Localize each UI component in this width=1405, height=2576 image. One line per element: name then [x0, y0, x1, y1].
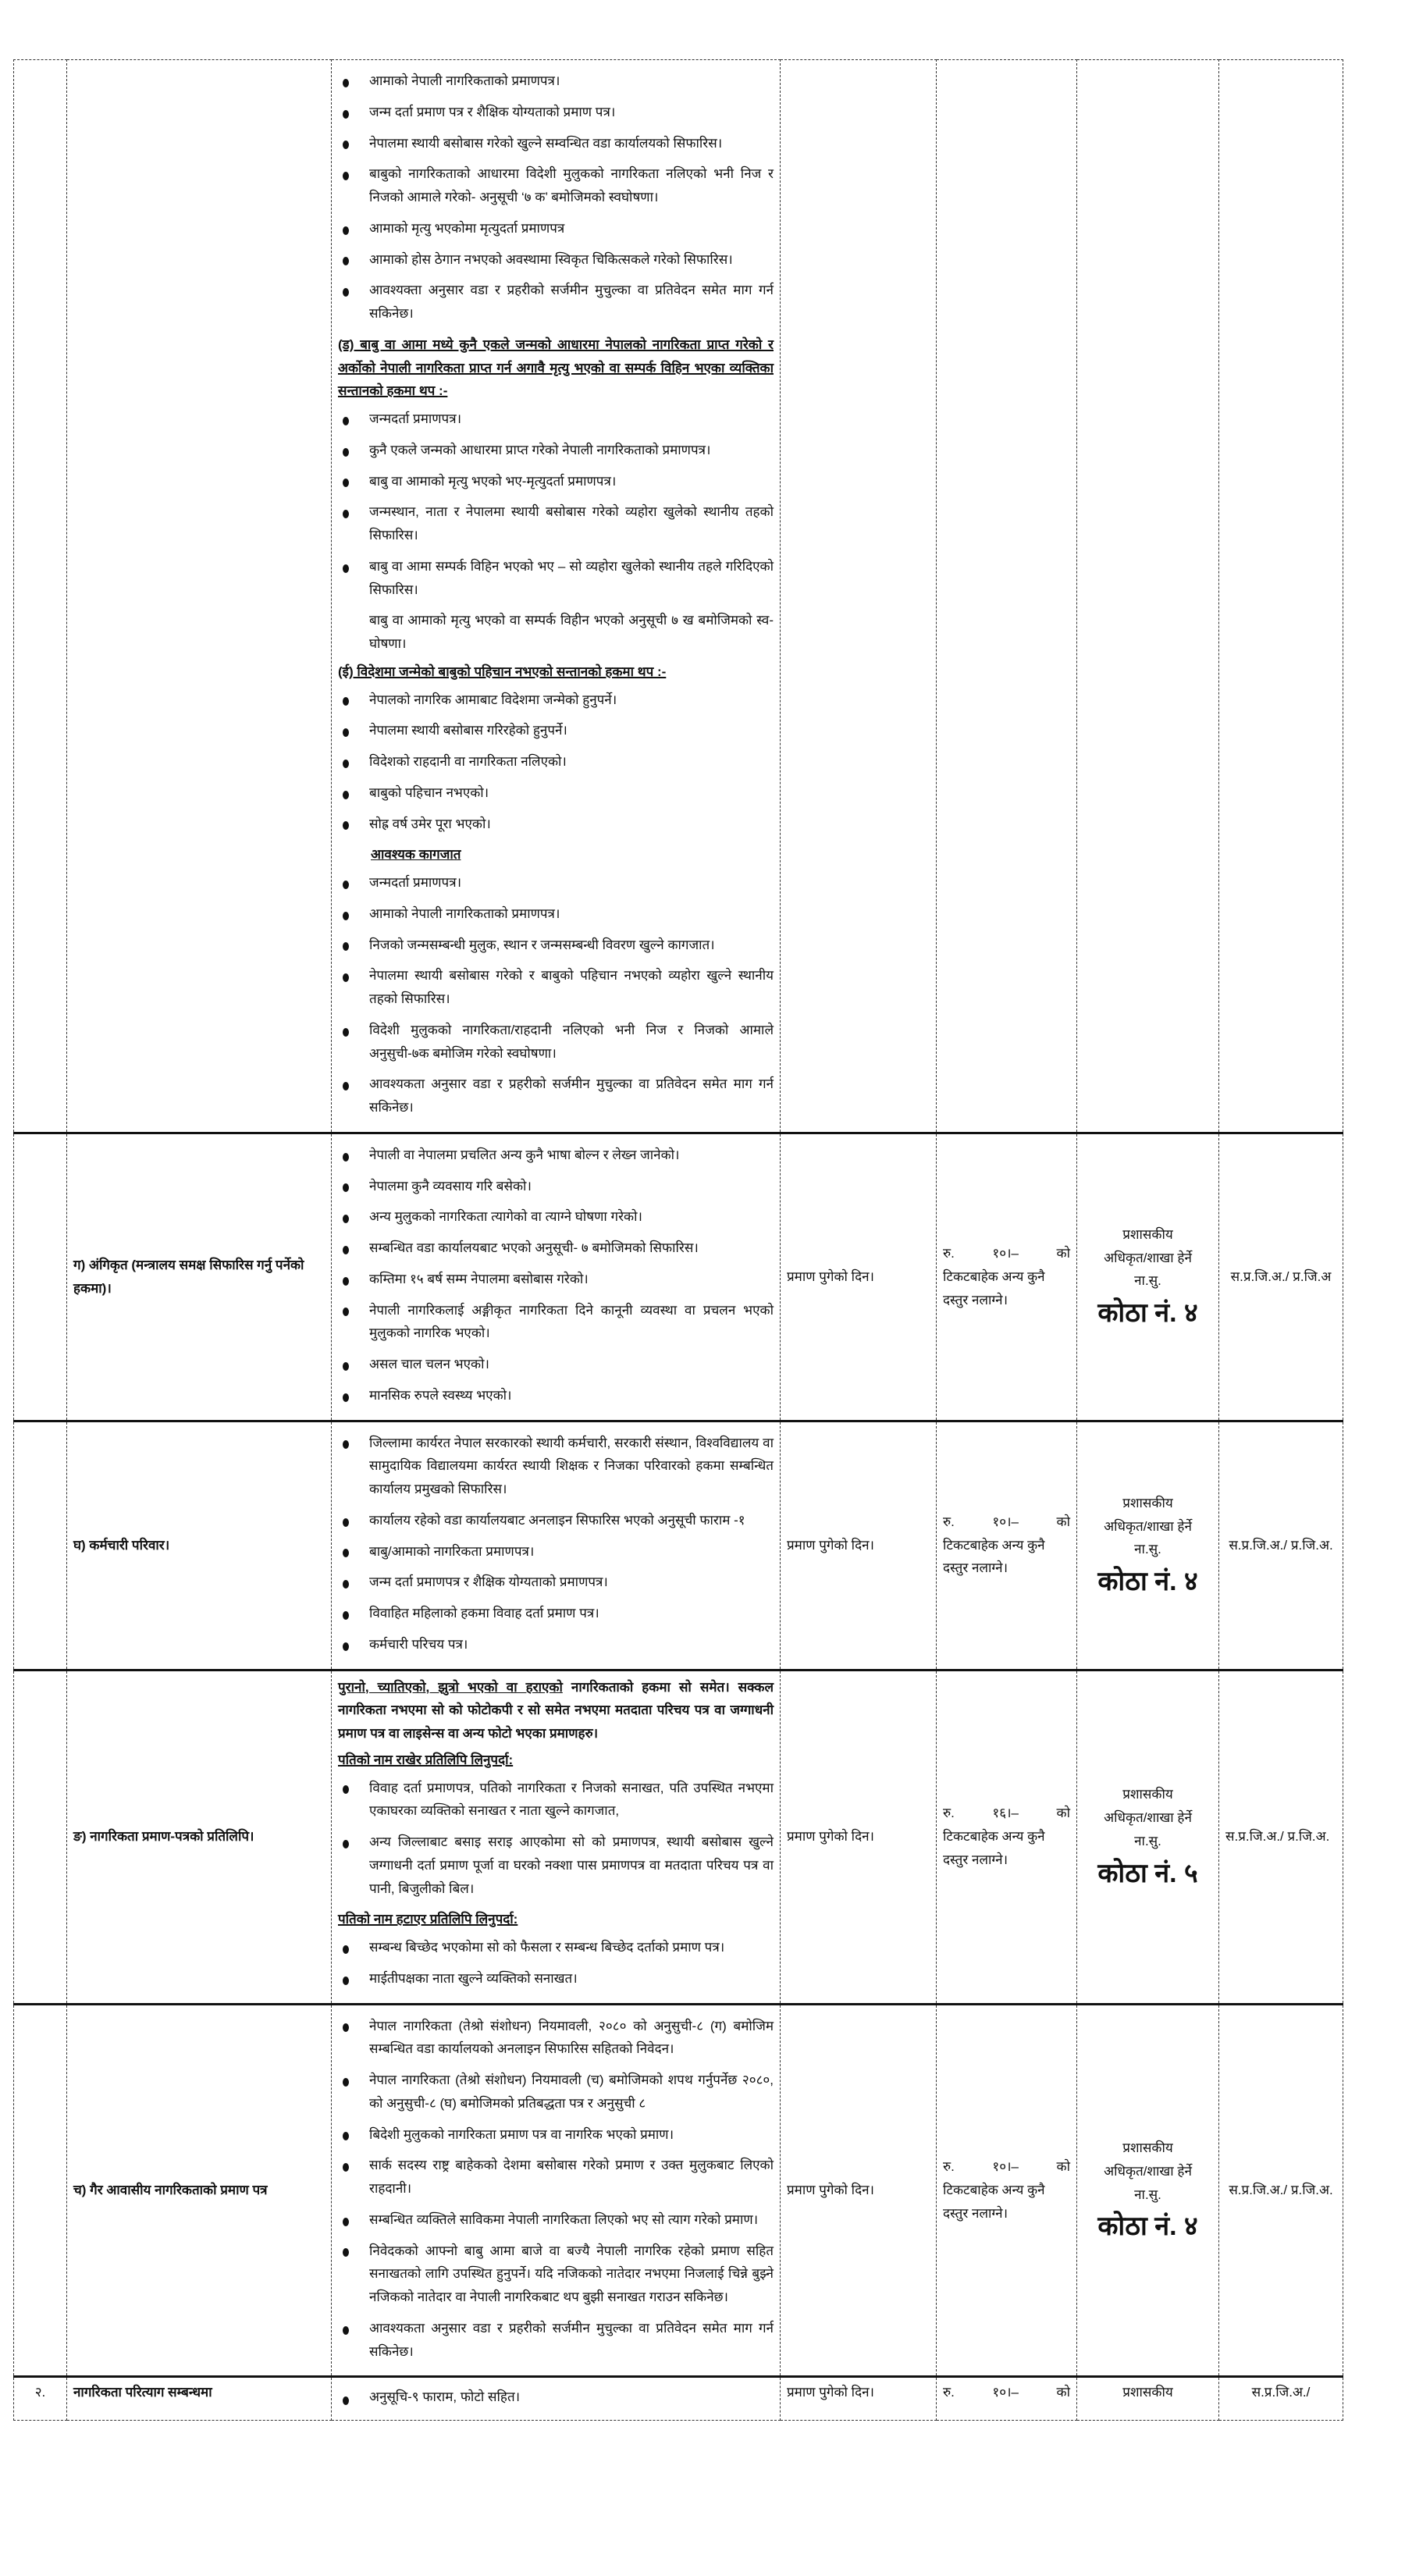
officer-title-line: प्रशासकीय	[1122, 2385, 1173, 2400]
requirement-item: बाबुको पहिचान नभएको।	[338, 781, 774, 805]
service-type-cell	[67, 1133, 332, 1421]
fee-suffix: को	[1056, 1806, 1070, 1821]
requirement-item: सार्क सदस्य राष्ट्र बाहेकको देशमा बसोबास गरेको प्रमाण र उक्त मुलुकबाट लिएको राहदानी।	[338, 2154, 774, 2201]
time-text: प्रमाण पुगेको दिन।	[787, 1268, 874, 1284]
time-text: प्रमाण पुगेको दिन।	[787, 2183, 874, 2197]
serial-number-cell	[14, 1421, 67, 1670]
currency-label: रु.	[943, 1806, 955, 1821]
requirements-list	[338, 1432, 774, 1656]
fee-note: टिकटबाहेक अन्य कुनै दस्तुर नलाग्ने।	[943, 1829, 1045, 1867]
appeal-authority: स.प्र.जि.अ./	[1251, 2385, 1311, 2400]
requirement-item: जन्मदर्ता प्रमाणपत्र।	[338, 871, 774, 895]
requirement-item: मानसिक रुपले स्वस्थ्य भएको।	[338, 1384, 774, 1407]
service-type: च) गैर आवासीय नागरिकताको प्रमाण पत्र	[73, 2183, 268, 2197]
requirement-item: विदेशी मुलुकको नागरिकता/राहदानी नलिएको भनी निज र निजको आमाले अनुसुची-७क बमोजिम गरेको स्वघोषणा।	[338, 1019, 774, 1066]
requirement-item: आवश्यक्ता अनुसार वडा र प्रहरीको सर्जमीन मुचुल्का वा प्रतिवेदन समेत माग गर्न सकिनेछ।	[338, 279, 774, 326]
requirement-item: नेपालमा कुनै व्यवसाय गरि बसेको।	[338, 1175, 774, 1198]
requirement-item: नेपाल नागरिकता (तेश्रो संशोधन) नियमावली (च) बमोजिमको शपथ गर्नुपर्नेछ २०८०, को अनुसुची-८ (घ) बमोजिमको प्रतिबद्धता पत्र र अनुसुची ८	[338, 2069, 774, 2115]
fee-note: टिकटबाहेक अन्य कुनै दस्तुर नलाग्ने।	[943, 2183, 1045, 2221]
officer-title-line: अधिकृत/शाखा हेर्ने	[1104, 2163, 1192, 2179]
requirement-item: सोह्र वर्ष उमेर पूरा भएको।	[338, 813, 774, 836]
time-cell	[781, 2377, 937, 2421]
requirement-item: जिल्लामा कार्यरत नेपाल सरकारको स्थायी कर्मचारी, सरकारी संस्थान, विश्वविद्यालय वा सामुदायिक विद्यालयमा कार्यरत स्थायी शिक्षक र निजका परिवारको हकमा सम्बन्धित कार्यालय प्रमुखको सिफारिस।	[338, 1432, 774, 1501]
service-type: ङ) नागरिकता प्रमाण-पत्रको प्रतिलिपि।	[73, 1829, 254, 1845]
requirement-item: सम्बन्धित व्यक्तिले साविकमा नेपाली नागरिकता लिएको भए सो त्याग गरेको प्रमाण।	[338, 2208, 774, 2232]
requirement-item: माईतीपक्षका नाता खुल्ने व्यक्तिको सनाखत।	[338, 1967, 774, 1991]
section-subheading: आवश्यक कागजात	[371, 847, 461, 863]
time-cell	[781, 1670, 937, 2004]
requirement-item: आमाको नेपाली नागरिकताको प्रमाणपत्र।	[338, 69, 774, 93]
requirements-list	[338, 688, 774, 836]
requirement-item: विवाहित महिलाको हकमा विवाह दर्ता प्रमाण पत्र।	[338, 1602, 774, 1625]
fee-amount: १०।–	[992, 2159, 1019, 2175]
requirement-item: जन्मस्थान, नाता र नेपालमा स्थायी बसोबास गरेको व्यहोरा खुलेको स्थानीय तहको सिफारिस।	[338, 500, 774, 547]
service-type: घ) कर्मचारी परिवार।	[73, 1537, 170, 1553]
requirement-item: आवश्यकता अनुसार वडा र प्रहरीको सर्जमीन मुचुल्का वा प्रतिवेदन समेत माग गर्न सकिनेछ।	[338, 1073, 774, 1119]
requirements-cell	[332, 1133, 781, 1421]
time-text: प्रमाण पुगेको दिन।	[787, 1829, 874, 1845]
officer-title-line: प्रशासकीय	[1122, 2140, 1173, 2156]
service-type: ग) अंगिकृत (मन्त्रालय समक्ष सिफारिस गर्नु पर्नेको हकमा)।	[73, 1257, 304, 1296]
requirement-item: आमाको होस ठेगान नभएको अवस्थामा स्विकृत चिकित्सकले गरेको सिफारिस।	[338, 248, 774, 272]
service-type-cell	[67, 2377, 332, 2421]
fee-amount-line	[943, 1242, 1070, 1265]
officer-cell	[1077, 2004, 1219, 2377]
table-row	[14, 2377, 1343, 2421]
room-number: कोठा नं. ५	[1097, 1858, 1198, 1888]
fee-amount: १०।–	[992, 1514, 1019, 1529]
officer-cell	[1077, 1670, 1219, 2004]
table-row	[14, 1421, 1343, 1670]
requirements-list	[338, 407, 774, 601]
requirement-item: सम्बन्धित वडा कार्यालयबाट भएको अनुसूची- ७ बमोजिमको सिफारिस।	[338, 1236, 774, 1260]
fee-amount: १६।–	[992, 1806, 1019, 1821]
time-cell	[781, 1133, 937, 1421]
serial-number-cell	[14, 2004, 67, 2377]
serial-number-cell	[14, 1670, 67, 2004]
serial-number-cell	[14, 60, 67, 1133]
requirements-list	[338, 1144, 774, 1407]
fee-suffix: को	[1056, 1246, 1070, 1261]
service-type-cell	[67, 1670, 332, 2004]
table-row	[14, 2004, 1343, 2377]
officer-title-line: ना.सु.	[1134, 1273, 1161, 1289]
requirement-item: निवेदकको आफ्नो बाबु आमा बाजे वा बज्यै नेपाली नागरिक रहेको प्रमाण सहित सनाखतको लागि उपस्थित हुनुपर्ने। यदि नजिकको नातेदार नभएमा निजलाई चिन्ने बुझ्ने नजिकको नातेदार वा नेपाली नागरिकबाट थप बुझी सनाखत गराउन सकिनेछ।	[338, 2240, 774, 2309]
requirement-item: जन्म दर्ता प्रमाण पत्र र शैक्षिक योग्यताको प्रमाण पत्र।	[338, 101, 774, 124]
requirement-item: आमाको नेपाली नागरिकताको प्रमाणपत्र।	[338, 902, 774, 926]
requirement-item: बाबु/आमाको नागरिकता प्रमाणपत्र।	[338, 1540, 774, 1564]
requirements-cell	[332, 60, 781, 1133]
underlined-phrase: पुरानो, च्यातिएको, झुत्रो भएको वा हराएको	[338, 1679, 563, 1695]
serial-number: २.	[34, 2385, 46, 2400]
service-type-cell	[67, 1421, 332, 1670]
requirement-item: नेपालको नागरिक आमाबाट विदेशमा जन्मेको हुनुपर्ने।	[338, 688, 774, 712]
requirement-item: कुनै एकले जन्मको आधारमा प्राप्त गरेको नेपाली नागरिकताको प्रमाणपत्र।	[338, 439, 774, 462]
requirements-list	[338, 1777, 774, 1901]
requirements-cell	[332, 2004, 781, 2377]
section-heading: (ई) विदेशमा जन्मेको बाबुको पहिचान नभएको सन्तानको हकमा थप :-	[338, 664, 667, 679]
requirements-cell	[332, 1421, 781, 1670]
currency-label: रु.	[943, 2159, 955, 2175]
fee-cell	[937, 1421, 1077, 1670]
requirement-item: विदेशको राहदानी वा नागरिकता नलिएको।	[338, 750, 774, 774]
fee-amount: १०।–	[992, 1246, 1019, 1261]
requirement-item: निजको जन्मसम्बन्धी मुलुक, स्थान र जन्मसम्बन्धी विवरण खुल्ने कागजात।	[338, 934, 774, 957]
requirement-item: विवाह दर्ता प्रमाणपत्र, पतिको नागरिकता र निजको सनाखत, पति उपस्थित नभएमा एकाघरका व्यक्तिको सनाखत र नाता खुल्ने कागजात,	[338, 1777, 774, 1823]
appeal-authority: स.प्र.जि.अ./ प्र.जि.अ.	[1229, 2183, 1333, 2197]
service-type: नागरिकता परित्याग सम्बन्धमा	[73, 2385, 212, 2400]
requirement-item: जन्म दर्ता प्रमाणपत्र र शैक्षिक योग्यताको प्रमाणपत्र।	[338, 1571, 774, 1594]
room-number: कोठा नं. ४	[1097, 1567, 1198, 1597]
fee-amount-line	[943, 2382, 1070, 2403]
officer-cell	[1077, 1133, 1219, 1421]
serial-number-cell	[14, 2377, 67, 2421]
appeal-authority: स.प्र.जि.अ./ प्र.जि.अ.	[1225, 1829, 1330, 1845]
requirements-list	[338, 871, 774, 1119]
requirement-note: बाबु वा आमाको मृत्यु भएको वा सम्पर्क विहीन भएको अनुसूची ७ ख बमोजिमको स्व-घोषणा।	[369, 613, 774, 651]
requirements-list	[338, 2387, 774, 2407]
fee-amount-line	[943, 1510, 1070, 1534]
requirement-item: नेपालमा स्थायी बसोबास गरेको खुल्ने सम्वन्धित वडा कार्यालयको सिफारिस।	[338, 132, 774, 155]
officer-title-line: प्रशासकीय	[1122, 1226, 1173, 1242]
requirements-cell	[332, 1670, 781, 2004]
officer-title-line: अधिकृत/शाखा हेर्ने	[1104, 1518, 1192, 1534]
fee-cell	[937, 1670, 1077, 2004]
requirements-list	[338, 69, 774, 326]
officer-title-line: अधिकृत/शाखा हेर्ने	[1104, 1250, 1192, 1265]
requirement-item: असल चाल चलन भएको।	[338, 1353, 774, 1376]
fee-amount-line	[943, 1802, 1070, 1825]
room-number: कोठा नं. ४	[1097, 2211, 1198, 2242]
section-heading: पतिको नाम राखेर प्रतिलिपि लिनुपर्दा:	[338, 1752, 514, 1767]
officer-cell	[1077, 2377, 1219, 2421]
requirement-item: नेपाली नागरिकलाई अङ्गीकृत नागरिकता दिने कानूनी व्यवस्था वा प्रचलन भएको मुलुकको नागरिक भएको।	[338, 1299, 774, 1346]
requirement-paragraph	[338, 1676, 774, 1745]
fee-note: टिकटबाहेक अन्य कुनै दस्तुर नलाग्ने।	[943, 1537, 1045, 1576]
requirement-item: अन्य जिल्लाबाट बसाइ सराइ आएकोमा सो को प्रमाणपत्र, स्थायी बसोबास खुल्ने जग्गाधनी दर्ता प्रमाण पूर्जा वा घरको नक्शा पास प्रमाणपत्र वा मतदाता परिचय पत्र वा पानी, बिजुलीको बिल।	[338, 1831, 774, 1900]
requirement-item: कर्मचारी परिचय पत्र।	[338, 1633, 774, 1656]
service-type-cell	[67, 2004, 332, 2377]
requirement-item: नेपाल नागरिकता (तेश्रो संशोधन) नियमावली, २०८० को अनुसुची-८ (ग) बमोजिम सम्बन्धित वडा कार्यालयको अनलाइन सिफारिस सहितको निवेदन।	[338, 2015, 774, 2062]
fee-note: टिकटबाहेक अन्य कुनै दस्तुर नलाग्ने।	[943, 1268, 1045, 1308]
citizen-charter-page	[13, 59, 1343, 2421]
requirement-item: कार्यालय रहेको वडा कार्यालयबाट अनलाइन सिफारिस भएको अनुसूची फाराम -१	[338, 1509, 774, 1532]
paragraph-rest: नागरिकताको हकमा सो समेत। सक्कल नागरिकता नभएमा सो को फोटोकपी र सो समेत नभएमा मतदाता परिचय पत्र वा जग्गाधनी प्रमाण पत्र वा लाइसेन्स वा अन्य फोटो भएका प्रमाणहरु।	[338, 1679, 774, 1741]
fee-amount: १०।–	[992, 2385, 1019, 2400]
table-row	[14, 60, 1343, 1133]
requirement-item: बाबु वा आमा सम्पर्क विहिन भएको भए – सो व्यहोरा खुलेको स्थानीय तहले गरिदिएको सिफारिस।	[338, 555, 774, 602]
requirement-item: जन्मदर्ता प्रमाणपत्र।	[338, 407, 774, 431]
requirement-item: कम्तिमा १५ बर्ष सम्म नेपालमा बसोबास गरेको।	[338, 1268, 774, 1291]
time-cell	[781, 2004, 937, 2377]
fee-suffix: को	[1056, 1514, 1070, 1529]
serial-number-cell	[14, 1133, 67, 1421]
fee-amount-line	[943, 2155, 1070, 2179]
requirement-item: अन्य मुलुकको नागरिकता त्यागेको वा त्याग्ने घोषणा गरेको।	[338, 1205, 774, 1229]
appeal-cell	[1219, 2377, 1343, 2421]
time-text: प्रमाण पुगेको दिन।	[787, 1537, 874, 1553]
fee-cell	[937, 60, 1077, 1133]
section-heading: (ड) बाबु वा आमा मध्ये कुनै एकले जन्मको आधारमा नेपालको नागरिकता प्राप्त गरेको र अर्कोको नेपाली नागरिकता प्राप्त गर्न अगावै मृत्यु भएको वा सम्पर्क विहिन भएका व्यक्तिका सन्तानको हकमा थप :-	[338, 336, 774, 399]
officer-title-line: ना.सु.	[1134, 1833, 1161, 1848]
fee-suffix: को	[1056, 2385, 1070, 2400]
officer-cell	[1077, 1421, 1219, 1670]
fee-suffix: को	[1056, 2159, 1070, 2175]
appeal-cell	[1219, 2004, 1343, 2377]
appeal-authority: स.प्र.जि.अ./ प्र.जि.अ	[1230, 1268, 1332, 1284]
requirements-cell	[332, 2377, 781, 2421]
table-row	[14, 1133, 1343, 1421]
officer-title-line: प्रशासकीय	[1122, 1787, 1173, 1802]
requirement-item: आवश्यकता अनुसार वडा र प्रहरीको सर्जमीन मुचुल्का वा प्रतिवेदन समेत माग गर्न सकिनेछ।	[338, 2317, 774, 2364]
requirement-item: अनुसूचि-९ फाराम, फोटो सहित।	[338, 2387, 774, 2407]
citizen-charter-table	[13, 59, 1343, 2421]
appeal-cell	[1219, 60, 1343, 1133]
officer-title-line: प्रशासकीय	[1122, 1495, 1173, 1510]
requirement-item: नेपाली वा नेपालमा प्रचलित अन्य कुनै भाषा बोल्न र लेख्न जानेको।	[338, 1144, 774, 1167]
fee-cell	[937, 2377, 1077, 2421]
requirement-item: आमाको मृत्यु भएकोमा मृत्युदर्ता प्रमाणपत्र	[338, 217, 774, 240]
time-text: प्रमाण पुगेको दिन।	[787, 2385, 874, 2400]
requirement-item: बाबुको नागरिकताको आधारमा विदेशी मुलुकको नागरिकता नलिएको भनी निज र निजको आमाले गरेको- अनुसूची ‘७ क’ बमोजिमको स्वघोषणा।	[338, 162, 774, 209]
officer-title-line: ना.सु.	[1134, 1542, 1161, 1557]
requirement-item: नेपालमा स्थायी बसोबास गरेको र बाबुको पहिचान नभएको व्यहोरा खुल्ने स्थानीय तहको सिफारिस।	[338, 964, 774, 1011]
room-number: कोठा नं. ४	[1097, 1298, 1198, 1329]
service-type-cell	[67, 60, 332, 1133]
requirement-item: बिदेशी मुलुकको नागरिकता प्रमाण पत्र वा नागरिक भएको प्रमाण।	[338, 2123, 774, 2147]
table-row	[14, 1670, 1343, 2004]
currency-label: रु.	[943, 1246, 955, 1261]
currency-label: रु.	[943, 1514, 955, 1529]
fee-cell	[937, 2004, 1077, 2377]
time-cell	[781, 60, 937, 1133]
officer-cell	[1077, 60, 1219, 1133]
section-heading: पतिको नाम हटाएर प्रतिलिपि लिनुपर्दा:	[338, 1912, 518, 1927]
requirement-item: नेपालमा स्थायी बसोबास गरिरहेको हुनुपर्ने।	[338, 719, 774, 742]
currency-label: रु.	[943, 2385, 955, 2400]
officer-title-line: अधिकृत/शाखा हेर्ने	[1104, 1810, 1192, 1826]
appeal-cell	[1219, 1670, 1343, 2004]
appeal-cell	[1219, 1133, 1343, 1421]
requirements-list	[338, 2015, 774, 2364]
time-cell	[781, 1421, 937, 1670]
fee-cell	[937, 1133, 1077, 1421]
requirement-item: बाबु वा आमाको मृत्यु भएको भए-मृत्युदर्ता प्रमाणपत्र।	[338, 470, 774, 493]
officer-title-line: ना.सु.	[1134, 2186, 1161, 2202]
requirements-list	[338, 1936, 774, 1991]
appeal-cell	[1219, 1421, 1343, 1670]
appeal-authority: स.प्र.जि.अ./ प्र.जि.अ.	[1229, 1537, 1333, 1553]
requirement-item: सम्बन्ध बिच्छेद भएकोमा सो को फैसला र सम्बन्ध बिच्छेद दर्ताको प्रमाण पत्र।	[338, 1936, 774, 1959]
